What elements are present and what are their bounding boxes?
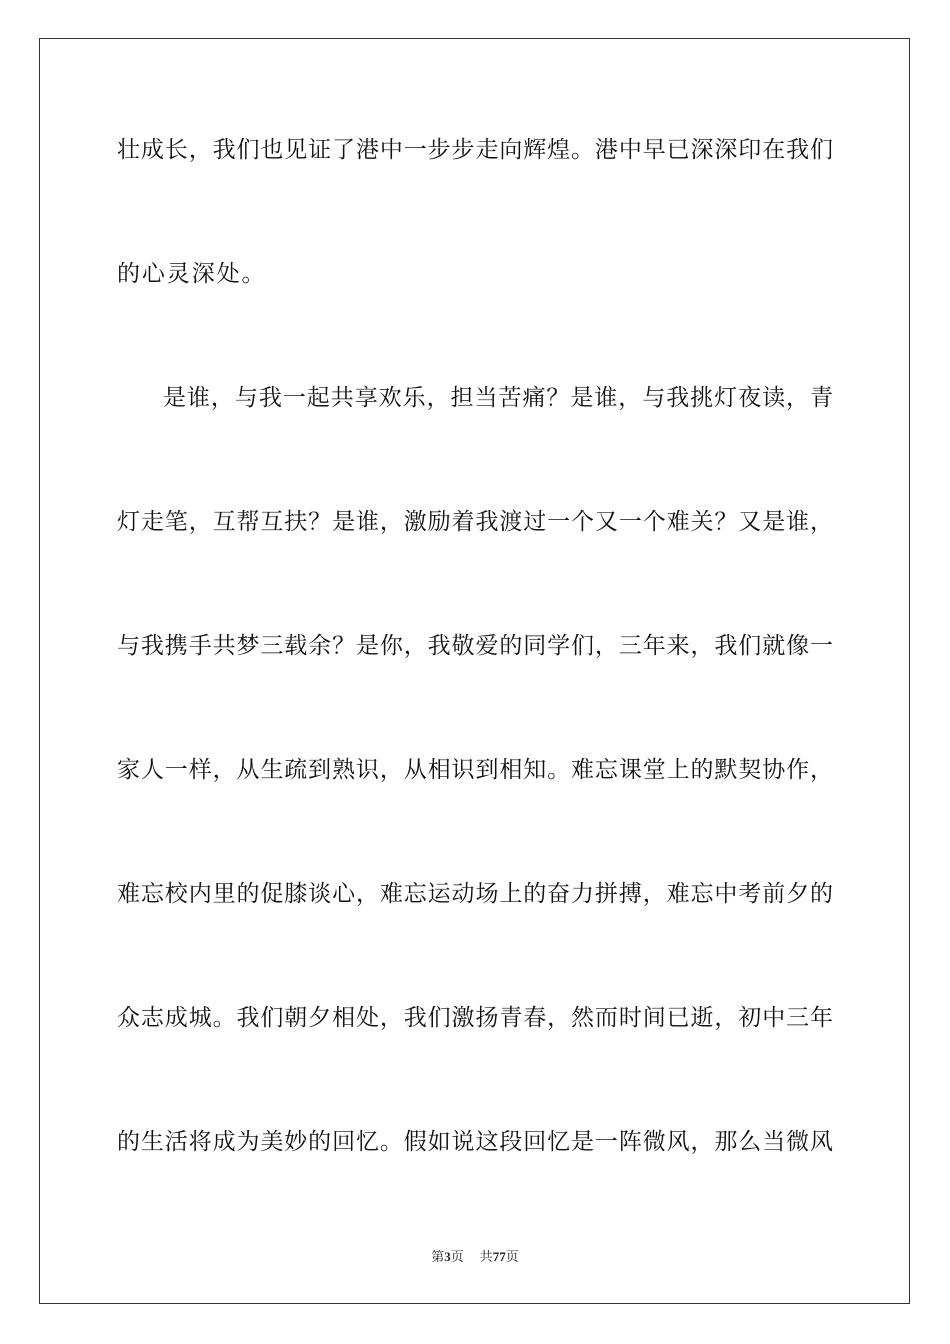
- text-line-9: 的生活将成为美妙的回忆。假如说这段回忆是一阵微风，那么当微风: [117, 1129, 833, 1155]
- text-line-1: 壮成长，我们也见证了港中一步步走向辉煌。港中早已深深印在我们: [117, 137, 833, 163]
- text-line-5: 与我携手共梦三载余？是你，我敬爱的同学们，三年来，我们就像一: [117, 633, 833, 659]
- text-line-3: 是谁，与我一起共享欢乐，担当苦痛？是谁，与我挑灯夜读，青: [163, 385, 833, 411]
- footer-page-prefix: 第: [431, 1250, 445, 1265]
- footer-total-pages: 77: [492, 1249, 506, 1264]
- page-footer: [0, 1248, 950, 1267]
- footer-page-suffix: 页: [450, 1250, 464, 1265]
- footer-page-number: 3: [444, 1249, 451, 1264]
- text-line-6: 家人一样，从生疏到熟识，从相识到相知。难忘课堂上的默契协作，: [117, 757, 833, 783]
- text-line-4: 灯走笔，互帮互扶？是谁，激励着我渡过一个又一个难关？又是谁，: [117, 509, 833, 535]
- footer-total-prefix: 共: [479, 1250, 493, 1265]
- footer-total-suffix: 页: [505, 1250, 519, 1265]
- page-border: [39, 38, 910, 1304]
- text-line-2: 的心灵深处。: [117, 261, 267, 287]
- text-line-7: 难忘校内里的促膝谈心，难忘运动场上的奋力拼搏，难忘中考前夕的: [117, 881, 833, 907]
- text-line-8: 众志成城。我们朝夕相处，我们激扬青春，然而时间已逝，初中三年: [117, 1005, 833, 1031]
